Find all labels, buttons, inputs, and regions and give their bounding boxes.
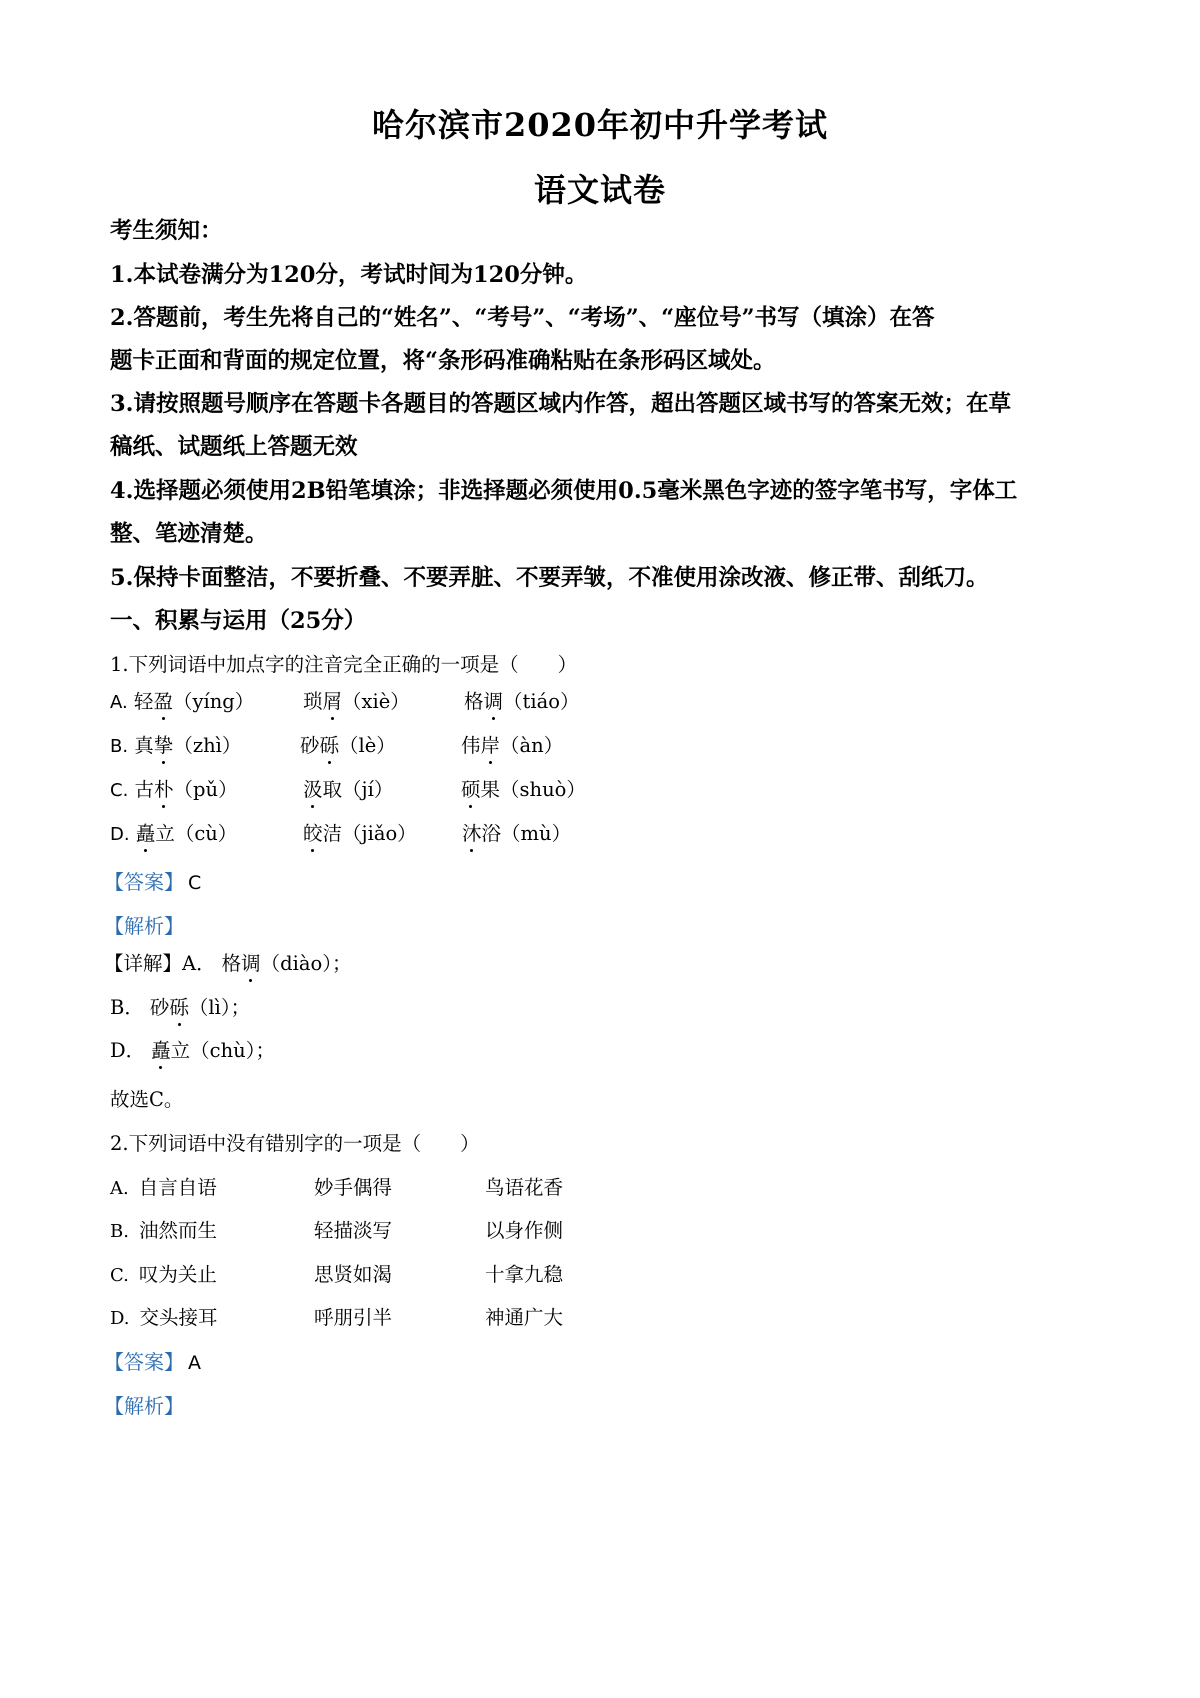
word: 轻描淡写 [314, 1219, 393, 1242]
detail-tag: 【详解】 [104, 952, 183, 975]
detail-prefix: A． [182, 952, 216, 975]
option-letter: B. [110, 1221, 129, 1242]
word: 油然而生 [138, 1219, 217, 1242]
pinyin: （jí） [342, 778, 394, 801]
answer-line-2 [104, 1346, 201, 1375]
word-char: 琐 [303, 690, 323, 713]
dotted-char: 砾 [320, 730, 340, 758]
option-a-word-3 [464, 686, 579, 714]
notice-item: 1.本试卷满分为120分，考试时间为120分钟。 [110, 262, 588, 288]
option-letter: A. [110, 1178, 129, 1199]
notice-item: 3.请按照题号顺序在答题卡各题目的答题区域内作答，超出答题区域书写的答案无效；在草 [110, 391, 1011, 417]
word-char: 砂 [149, 996, 170, 1019]
detail-line [110, 1035, 275, 1063]
detail-line [110, 992, 250, 1020]
pinyin: （jiǎo） [342, 822, 417, 845]
conclusion: 故选C。 [110, 1088, 184, 1111]
option-letter: C. [110, 1265, 129, 1286]
detail-prefix: B． [110, 996, 144, 1019]
page-title: 哈尔滨市2020年初中升学考试 [371, 106, 829, 144]
detail-rest: （lì）； [188, 996, 251, 1019]
analysis-line-1 [104, 910, 184, 939]
question-2-text: 2.下列词语中没有错别字的一项是（ ） [110, 1132, 480, 1155]
answer-line-1 [104, 866, 201, 895]
word-char: 洁 [322, 822, 343, 845]
word-char: 古 [134, 778, 155, 801]
question-1-text: 1.下列词语中加点字的注音完全正确的一项是（ ） [110, 653, 578, 676]
word-char: 浴 [481, 822, 502, 845]
pinyin: （zhì） [173, 734, 242, 757]
option-letter: D. [110, 1308, 130, 1329]
word-char: 砂 [300, 734, 320, 757]
word: 神通广大 [485, 1306, 564, 1329]
notice-item: 整、笔迹清楚。 [110, 521, 268, 547]
word-char: 格 [221, 952, 242, 975]
answer-tag: 【答案】 [104, 1350, 184, 1374]
word-char: 真 [134, 734, 154, 757]
option-a [110, 1172, 217, 1200]
pinyin: （mù） [501, 822, 572, 845]
pinyin: （xiè） [342, 690, 410, 713]
dotted-char: 屑 [323, 686, 343, 714]
answer-tag: 【答案】 [104, 870, 184, 894]
word-char: 取 [322, 778, 343, 801]
option-c [110, 774, 238, 802]
option-d-word-2 [303, 818, 417, 846]
analysis-tag: 【解析】 [104, 914, 184, 938]
pinyin: （pǔ） [173, 778, 238, 801]
dotted-char: 矗 [136, 818, 156, 846]
notice-item: 5.保持卡面整洁，不要折叠、不要弄脏、不要弄皱，不准使用涂改液、修正带、刮纸刀。 [110, 565, 989, 591]
option-letter: B. [110, 736, 129, 757]
word: 鸟语花香 [485, 1176, 564, 1199]
notice-item: 题卡正面和背面的规定位置，将“条形码准确粘贴在条形码区域处。 [110, 348, 776, 374]
option-a-word-2 [303, 686, 410, 714]
option-letter: A. [110, 692, 128, 713]
dotted-char: 沐 [462, 818, 482, 846]
dotted-char: 皎 [303, 818, 323, 846]
dotted-char: 硕 [461, 774, 481, 802]
option-b-word-3 [461, 730, 563, 758]
detail-prefix: D． [110, 1039, 146, 1062]
analysis-tag: 【解析】 [104, 1394, 184, 1418]
word: 自言自语 [138, 1176, 217, 1199]
dotted-char: 朴 [154, 774, 174, 802]
option-letter: C. [110, 780, 129, 801]
notice-item: 4.选择题必须使用2B铅笔填涂；非选择题必须使用0.5毫米黑色字迹的签字笔书写，字体工 [110, 478, 1018, 504]
word: 妙手偶得 [314, 1176, 393, 1199]
notice-item: 2.答题前，考生先将自己的“姓名”、“考号”、“考场”、“座位号”书写（填涂）在答 [110, 305, 935, 331]
dotted-char: 调 [241, 948, 261, 976]
word-char: 果 [480, 778, 501, 801]
option-b [110, 1215, 217, 1243]
notice-heading: 考生须知： [110, 218, 223, 244]
word-char: 伟 [461, 734, 481, 757]
option-b [110, 730, 241, 758]
section-heading: 一、积累与运用（25分） [110, 608, 367, 634]
option-a [110, 686, 254, 714]
word: 以身作侧 [485, 1219, 564, 1242]
pinyin: （shuò） [500, 778, 586, 801]
word: 十拿九稳 [485, 1263, 564, 1286]
pinyin: （cù） [174, 822, 238, 845]
option-b-word-2 [300, 730, 396, 758]
dotted-char: 砾 [169, 992, 189, 1020]
option-d [110, 1302, 218, 1330]
answer-value: C [188, 872, 202, 894]
dotted-char: 盈 [153, 686, 173, 714]
pinyin: （àn） [500, 734, 564, 757]
word-char: 立 [155, 822, 175, 845]
pinyin: （lè） [339, 734, 396, 757]
word: 思贤如渴 [314, 1263, 393, 1286]
detail-rest: （diào）； [260, 952, 352, 975]
word-char: 轻 [133, 690, 154, 713]
dotted-char: 汲 [303, 774, 323, 802]
detail-rest: 立（chù）； [170, 1039, 275, 1062]
option-d-word-3 [462, 818, 571, 846]
dotted-char: 挚 [154, 730, 174, 758]
dotted-char: 矗 [151, 1035, 171, 1063]
word: 交头接耳 [139, 1306, 218, 1329]
option-c-word-2 [303, 774, 393, 802]
analysis-line-2 [104, 1390, 184, 1419]
option-c [110, 1259, 217, 1287]
answer-value: A [188, 1352, 201, 1374]
notice-item: 稿纸、试题纸上答题无效 [110, 434, 358, 460]
dotted-char: 调 [484, 686, 504, 714]
option-letter: D. [110, 824, 130, 845]
pinyin: （yíng） [172, 690, 255, 713]
option-c-word-3 [461, 774, 586, 802]
option-d [110, 818, 237, 846]
page-subtitle: 语文试卷 [533, 171, 666, 209]
pinyin: （tiáo） [503, 690, 580, 713]
detail-line [104, 948, 351, 976]
dotted-char: 岸 [481, 730, 501, 758]
word: 呼朋引半 [314, 1306, 393, 1329]
word: 叹为关止 [138, 1263, 217, 1286]
word-char: 格 [464, 690, 484, 713]
